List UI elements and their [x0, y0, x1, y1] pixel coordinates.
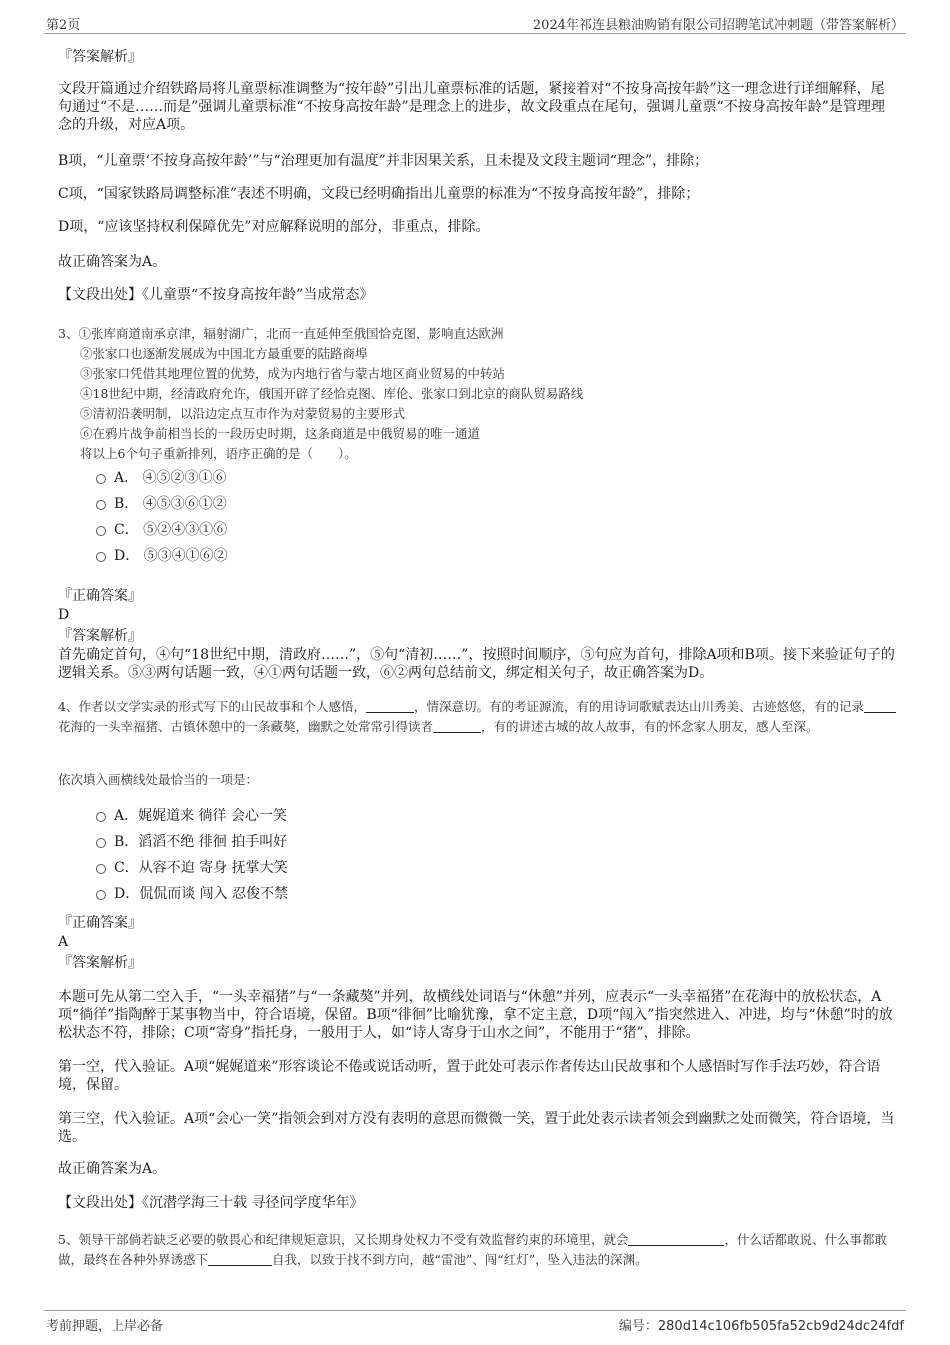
q4-conclusion: 故正确答案为A。 [58, 1161, 167, 1177]
q4-analysis-paragraph-3: 第三空，代入验证。A项“会心一笑”指领会到对方没有表明的意思而微微一笑，置于此处表示读者领会到幽默之处而微笑，符合语境，当选。 [58, 1111, 895, 1145]
q2-analysis-paragraph-2: B项，“儿童票‘不按身高按年龄’”与“治理更加有温度”并非因果关系，且未提及文段主题词“理念”，排除； [58, 153, 709, 169]
answer-blank-2 [864, 699, 896, 713]
option-label: B． ④⑤③⑥①② [114, 496, 227, 512]
question-number: 3、 [58, 326, 79, 341]
q5-stem-part-3: 自我，以致于找不到方向，越“雷池”、闯“红灯”，坠入违法的深渊。 [272, 1252, 648, 1267]
q2-conclusion: 故正确答案为A。 [58, 254, 167, 270]
q4-stem-part-3: 花海的一头幸福猪、古镇休憩中的一条藏獒，幽默之处常常引得读者 [58, 719, 434, 734]
q3-sentence-3: ③张家口凭借其地理位置的优势，成为内地行省与蒙古地区商业贸易的中转站 [80, 366, 506, 381]
q4-analysis-label: 『答案解析』 [58, 955, 142, 971]
q4-analysis-paragraph-1: 本题可先从第二空入手，“一头幸福猪”与“一条藏獒”并列，故横线处词语与“休憩”并列，应表示“一头幸福猪”在花海中的放松状态，A项“徜徉”指陶醉于某事物当中，符合语境，保留。B项“徘徊”比喻犹豫，拿不定主意，D项“闯入”指突然进入、冲进，均与“休憩”时的放松状态不符，排除；C项“寄身”指托身，一般用于人，如“诗人寄身于山水之间”，不能用于“猪”，排除。 [58, 989, 893, 1041]
q4-stem-part-4: ，有的讲述古城的故人故事，有的怀念家人朋友，感人至深。 [481, 719, 819, 734]
question-4 [58, 697, 903, 737]
q2-source: 【文段出处】《儿童票“不按身高按年龄”当成常态》 [58, 287, 374, 303]
option-label: A．娓娓道来 徜徉 会心一笑 [114, 808, 288, 824]
q5-stem-part-1: 领导干部倘若缺乏必要的敬畏心和纪律规矩意识，又长期身处权力不受有效监督约束的环境里，就会 [78, 1232, 629, 1247]
option-label: C． ⑤②④③①⑥ [114, 522, 228, 538]
q4-instruction: 依次填入画横线处最恰当的一项是： [58, 772, 259, 787]
q3-sentence-6: ⑥在鸦片战争前相当长的一段历史时期，这条商道是中俄贸易的唯一通道 [80, 426, 481, 441]
page-header [44, 12, 906, 34]
q3-analysis-label: 『答案解析』 [58, 628, 142, 644]
q2-analysis-paragraph-1: 文段开篇通过介绍铁路局将儿童票标准调整为“按年龄”引出儿童票标准的话题，紧接着对“不按身高按年龄”这一理念进行详细解释，尾句通过“不是……而是”强调儿童票标准“不按身高按年龄”是理念上的进步，故文段重点在尾句，强调儿童票“不按身高按年龄”是管理理念的升级，对应A项。 [58, 81, 885, 133]
radio-button[interactable] [96, 890, 106, 900]
answer-blank-2 [208, 1252, 272, 1266]
page-footer [44, 1310, 906, 1332]
radio-button[interactable] [96, 838, 106, 848]
q3-sentence-4: ④18世纪中期，经清政府允许，俄国开辟了经恰克图、库伦、张家口到北京的商队贸易路线 [80, 386, 584, 401]
answer-blank-3 [433, 719, 481, 733]
q2-analysis-label: 『答案解析』 [58, 49, 142, 65]
q3-sentence-5: ⑤清初沿袭明制，以沿边定点互市作为对蒙贸易的主要形式 [80, 406, 406, 421]
radio-button[interactable] [96, 526, 106, 536]
q3-analysis: 首先确定首句，④句“18世纪中期，清政府……”，⑤句“清初……”，按照时间顺序，⑤句应为首句，排除A项和B项。接下来验证句子的逻辑关系。⑤③两句话题一致，④①两句话题一致，⑥②两句总结前文，绑定相关句子，故正确答案为D。 [58, 647, 895, 681]
code-label: 编号： [618, 1319, 658, 1334]
q4-analysis-paragraph-2: 第一空，代入验证。A项“娓娓道来”形容谈论不倦或说话动听，置于此处可表示作者传达山民故事和个人感悟时写作手法巧妙，符合语境，保留。 [58, 1059, 881, 1093]
q4-answer-label: 『正确答案』 [58, 915, 142, 931]
option-label: D． ⑤③④①⑥② [114, 548, 228, 564]
answer-blank-1 [628, 1232, 724, 1246]
option-label: D．侃侃而谈 闯入 忍俊不禁 [114, 886, 289, 902]
document-code [619, 1315, 904, 1334]
radio-button[interactable] [96, 552, 106, 562]
radio-button[interactable] [96, 864, 106, 874]
page-number: 第2页 [46, 18, 81, 33]
code-value: 280d14c106fb505fa52cb9d24dc24fdf [657, 1319, 904, 1334]
q3-sentence-1: ①张库商道南承京津，辐射湖广，北而一直延伸至俄国恰克图，影响直达欧洲 [78, 326, 504, 341]
q2-analysis-paragraph-3: C项，“国家铁路局调整标准”表述不明确，文段已经明确指出儿童票的标准为“不按身高按年龄”，排除； [58, 186, 700, 202]
question-3 [58, 324, 503, 344]
option-label: A． ④⑤②③①⑥ [114, 470, 227, 486]
answer-blank-1 [366, 699, 414, 713]
q4-stem-part-1: 作者以文学实录的形式写下的山民故事和个人感悟， [78, 699, 366, 714]
q3-answer-label: 『正确答案』 [58, 588, 142, 604]
q2-analysis-paragraph-4: D项，“应该坚持权利保障优先”对应解释说明的部分，非重点，排除。 [58, 219, 490, 235]
q3-sentence-2: ②张家口也逐渐发展成为中国北方最重要的陆路商埠 [80, 346, 368, 361]
q5-stem-part-2: ，什么话都敢说、什么事都敢做，最终在各种外界诱惑下 [58, 1232, 887, 1267]
question-number: 4、 [58, 699, 79, 714]
radio-button[interactable] [96, 474, 106, 484]
q3-instruction: 将以上6个句子重新排列，语序正确的是（ ）。 [80, 446, 357, 461]
q4-stem-part-2: ，情深意切。有的考证源流，有的用诗词歌赋表达山川秀美、古迹悠悠，有的记录 [413, 699, 864, 714]
radio-button[interactable] [96, 500, 106, 510]
option-label: C．从容不迫 寄身 抚掌大笑 [114, 860, 288, 876]
document-title: 2024年祁连县粮油购销有限公司招聘笔试冲刺题（带答案解析） [532, 18, 904, 33]
option-label: B．滔滔不绝 徘徊 拍手叫好 [114, 834, 288, 850]
question-number: 5、 [58, 1232, 79, 1247]
q3-answer: D [58, 607, 70, 623]
radio-button[interactable] [96, 812, 106, 822]
footer-slogan: 考前押题，上岸必备 [46, 1319, 164, 1334]
question-5 [58, 1230, 903, 1270]
q4-source: 【文段出处】《沉潜学海三十载 寻径问学度华年》 [58, 1195, 364, 1211]
q4-answer: A [58, 934, 69, 950]
